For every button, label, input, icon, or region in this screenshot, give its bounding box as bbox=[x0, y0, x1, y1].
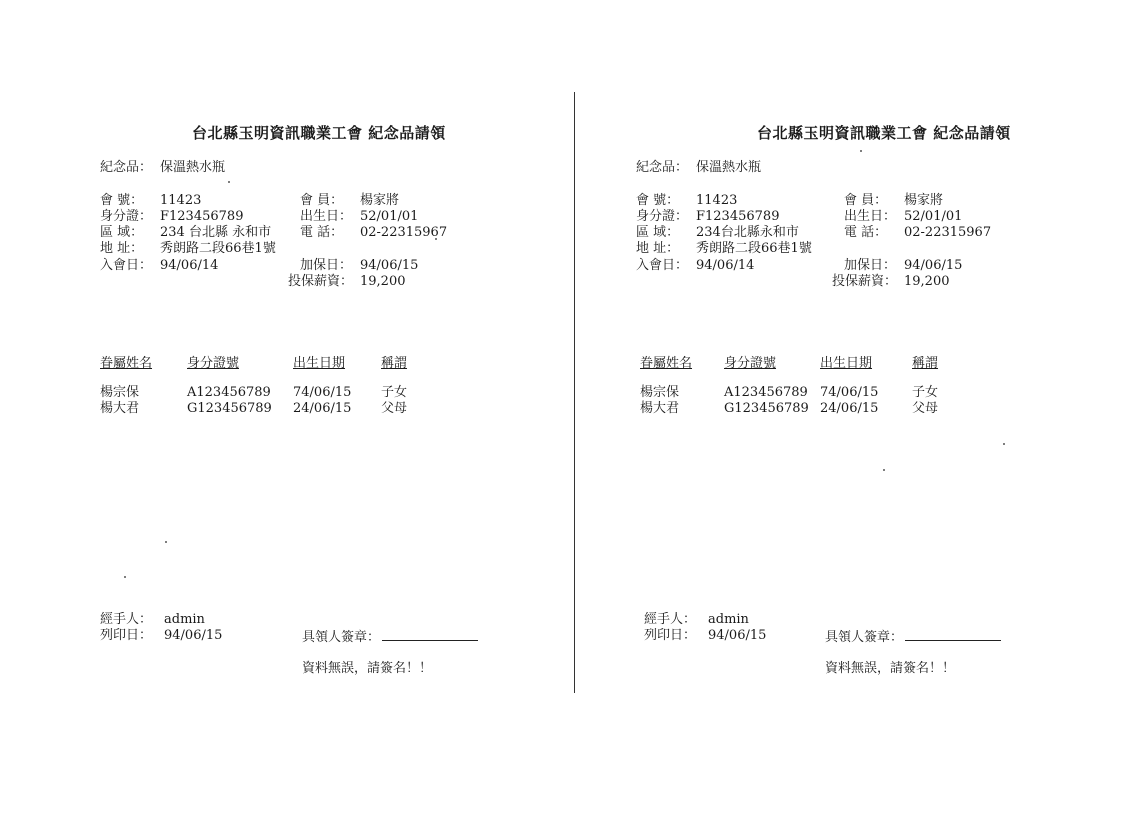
dependent-birth: 24/06/15 bbox=[293, 401, 352, 416]
birth-value: 52/01/01 bbox=[360, 209, 419, 224]
print-date-label: 列印日： bbox=[100, 628, 153, 643]
address-value: 秀朗路二段66巷1號 bbox=[160, 241, 276, 256]
birth-label: 出生日： bbox=[300, 209, 353, 224]
form-title: 台北縣玉明資訊職業工會 紀念品請領 bbox=[192, 124, 446, 142]
phone-value: 02-22315967 bbox=[360, 225, 448, 240]
address-label: 地 址： bbox=[636, 241, 680, 256]
dependent-id: G123456789 bbox=[724, 401, 809, 416]
insured-salary-label: 投保薪資： bbox=[288, 274, 354, 289]
member-name-value: 楊家將 bbox=[360, 193, 400, 208]
dependent-name: 楊宗保 bbox=[100, 385, 140, 400]
dependent-name: 楊大君 bbox=[100, 401, 140, 416]
member-no-label: 會 號： bbox=[636, 193, 680, 208]
gift-value: 保溫熱水瓶 bbox=[160, 160, 226, 175]
print-date-label: 列印日： bbox=[644, 628, 697, 643]
member-name-label: 會 員： bbox=[844, 193, 888, 208]
member-name-value: 楊家將 bbox=[904, 193, 944, 208]
dependents-header-birth: 出生日期 bbox=[820, 356, 873, 371]
phone-label: 電 話： bbox=[844, 225, 888, 240]
dependent-relation: 子女 bbox=[912, 385, 939, 400]
join-date-label: 入會日： bbox=[636, 258, 689, 273]
dependents-header-name: 眷屬姓名 bbox=[100, 356, 153, 371]
handler-value: admin bbox=[164, 612, 205, 627]
gift-value: 保溫熱水瓶 bbox=[696, 160, 762, 175]
join-date-value: 94/06/14 bbox=[696, 258, 755, 273]
birth-label: 出生日： bbox=[844, 209, 897, 224]
id-no-label: 身分證： bbox=[636, 209, 689, 224]
dependent-id: G123456789 bbox=[187, 401, 272, 416]
dependents-header-relation: 稱謂 bbox=[381, 356, 408, 371]
insured-date-label: 加保日： bbox=[300, 258, 353, 273]
address-value: 秀朗路二段66巷1號 bbox=[696, 241, 812, 256]
member-no-value: 11423 bbox=[696, 193, 738, 208]
dependent-birth: 74/06/15 bbox=[820, 385, 879, 400]
insured-date-value: 94/06/15 bbox=[904, 258, 963, 273]
dependent-name: 楊宗保 bbox=[640, 385, 680, 400]
member-name-label: 會 員： bbox=[300, 193, 344, 208]
insured-salary-label: 投保薪資： bbox=[832, 274, 898, 289]
form-title: 台北縣玉明資訊職業工會 紀念品請領 bbox=[757, 124, 1011, 142]
signature-line bbox=[382, 628, 478, 641]
member-no-value: 11423 bbox=[160, 193, 202, 208]
dependent-name: 楊大君 bbox=[640, 401, 680, 416]
dependent-birth: 24/06/15 bbox=[820, 401, 879, 416]
join-date-value: 94/06/14 bbox=[160, 258, 219, 273]
gift-label: 紀念品： bbox=[636, 160, 689, 175]
signature-label: 具領人簽章： bbox=[825, 630, 904, 645]
print-date-value: 94/06/15 bbox=[164, 628, 223, 643]
gift-label: 紀念品： bbox=[100, 160, 153, 175]
signature-field bbox=[302, 628, 478, 646]
insured-salary-value: 19,200 bbox=[904, 274, 950, 289]
dependents-header-birth: 出生日期 bbox=[293, 356, 346, 371]
signature-line bbox=[905, 628, 1001, 641]
dependents-header-id: 身分證號 bbox=[724, 356, 777, 371]
region-label: 區 域： bbox=[100, 225, 144, 240]
confirm-note: 資料無誤，請簽名！！ bbox=[302, 661, 433, 676]
insured-salary-value: 19,200 bbox=[360, 274, 406, 289]
region-value: 234 台北縣 永和市 bbox=[160, 225, 272, 240]
address-label: 地 址： bbox=[100, 241, 144, 256]
dependents-header-id: 身分證號 bbox=[187, 356, 240, 371]
insured-date-value: 94/06/15 bbox=[360, 258, 419, 273]
dependent-id: A123456789 bbox=[187, 385, 271, 400]
dependent-birth: 74/06/15 bbox=[293, 385, 352, 400]
claim-form-right bbox=[546, 0, 1106, 816]
phone-label: 電 話： bbox=[300, 225, 344, 240]
region-value: 234台北縣永和市 bbox=[696, 225, 799, 240]
handler-label: 經手人： bbox=[644, 612, 697, 627]
region-label: 區 域： bbox=[636, 225, 680, 240]
handler-label: 經手人： bbox=[100, 612, 153, 627]
dependent-relation: 父母 bbox=[912, 401, 939, 416]
id-no-label: 身分證： bbox=[100, 209, 153, 224]
insured-date-label: 加保日： bbox=[844, 258, 897, 273]
dependent-id: A123456789 bbox=[724, 385, 808, 400]
id-no-value: F123456789 bbox=[160, 209, 244, 224]
confirm-note: 資料無誤，請簽名！！ bbox=[825, 661, 956, 676]
id-no-value: F123456789 bbox=[696, 209, 780, 224]
dependent-relation: 子女 bbox=[381, 385, 408, 400]
signature-label: 具領人簽章： bbox=[302, 630, 381, 645]
member-no-label: 會 號： bbox=[100, 193, 144, 208]
phone-value: 02-22315967 bbox=[904, 225, 992, 240]
claim-form-left bbox=[0, 0, 560, 816]
dependents-header-name: 眷屬姓名 bbox=[640, 356, 693, 371]
print-date-value: 94/06/15 bbox=[708, 628, 767, 643]
dependents-header-relation: 稱謂 bbox=[912, 356, 939, 371]
dependent-relation: 父母 bbox=[381, 401, 408, 416]
handler-value: admin bbox=[708, 612, 749, 627]
signature-field bbox=[825, 628, 1001, 646]
birth-value: 52/01/01 bbox=[904, 209, 963, 224]
join-date-label: 入會日： bbox=[100, 258, 153, 273]
